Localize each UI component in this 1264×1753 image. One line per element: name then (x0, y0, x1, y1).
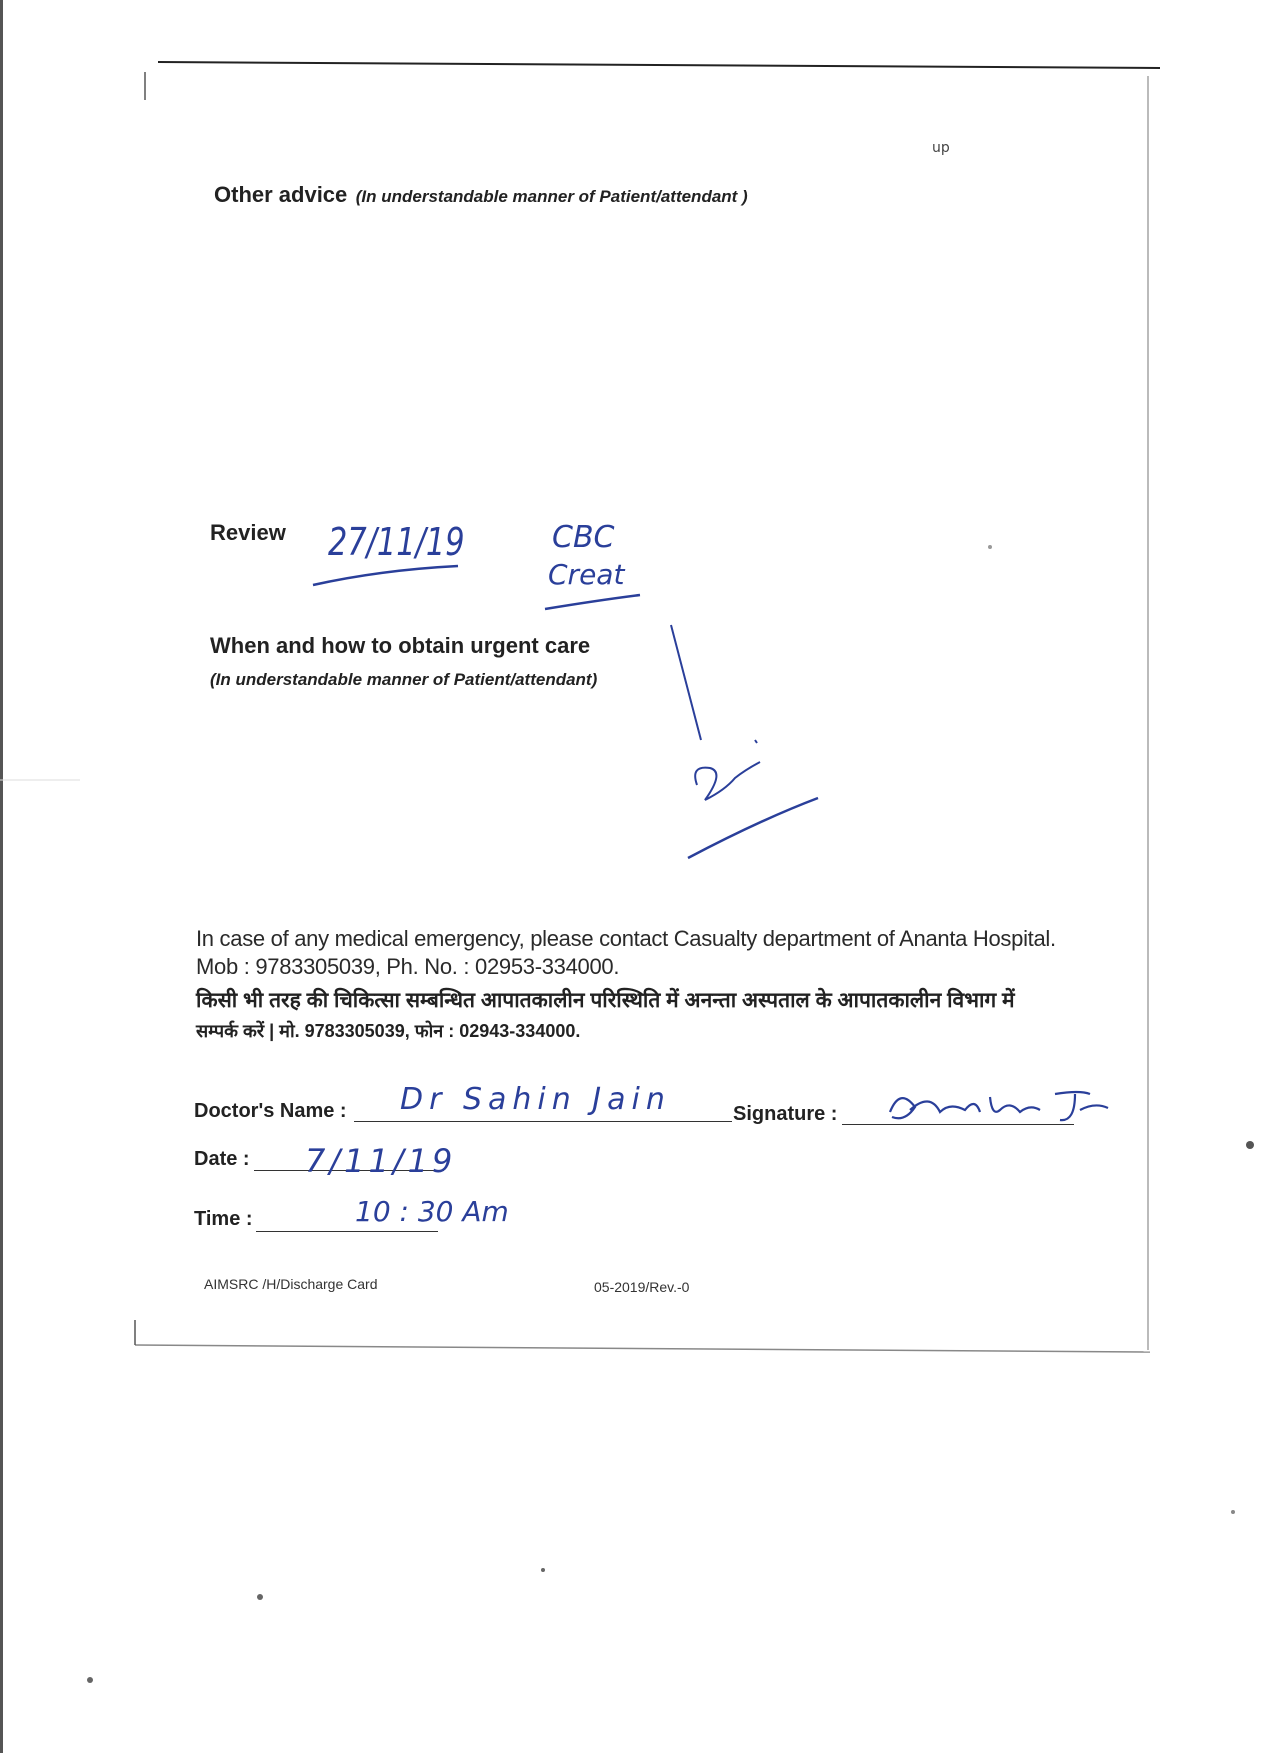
doctor-name-label: Doctor's Name : (194, 1100, 347, 1122)
form-id: AIMSRC /H/Discharge Card (204, 1276, 378, 1292)
emergency-line-2: Mob : 9783305039, Ph. No. : 02953-334000. (196, 954, 620, 979)
corner-mark: up (932, 140, 950, 156)
other-advice-heading: Other advice (214, 182, 348, 207)
review-date: 27/11/19 (328, 520, 465, 564)
doctor-signature (880, 1082, 1110, 1132)
scan-speck (1231, 1510, 1235, 1514)
handwritten-initials (695, 740, 760, 800)
emergency-line-1: In case of any medical emergency, please contact Casualty department of Ananta Hospital. (196, 926, 1056, 951)
emergency-line-3-hindi: किसी भी तरह की चिकित्सा सम्बन्धित आपातकालीन परिस्थिति में अनन्ता अस्पताल के आपातकालीन विभाग में (196, 989, 1015, 1012)
review-label: Review (210, 520, 286, 545)
urgent-care-note: (In understandable manner of Patient/attendant) (210, 670, 598, 689)
initials-underline (688, 798, 818, 858)
doctor-name-value: Dr Sahin Jain (400, 1082, 671, 1117)
time-line (256, 1231, 438, 1232)
emergency-line-4-hindi: सम्पर्क करें | मो. 9783305039, फोन : 02943-334000. (196, 1021, 581, 1041)
other-advice-note: (In understandable manner of Patient/attendant ) (355, 187, 748, 206)
scan-speck (541, 1568, 545, 1572)
review-test-cbc: CBC (552, 520, 615, 555)
review-date-underline (313, 566, 458, 585)
pointer-stroke (671, 625, 701, 740)
review-tests-underline (545, 595, 640, 609)
scan-speck (988, 545, 992, 549)
date-value: 7/11/19 (305, 1142, 457, 1180)
paper-top-edge (158, 62, 1160, 68)
form-revision: 05-2019/Rev.-0 (594, 1279, 690, 1295)
scan-speck (1246, 1141, 1254, 1149)
doctor-name-line (354, 1121, 732, 1122)
scan-speck (257, 1594, 263, 1600)
signature-label: Signature : (733, 1103, 838, 1125)
left-scan-edge (0, 0, 3, 1753)
date-label: Date : (194, 1148, 250, 1170)
scan-speck (87, 1677, 93, 1683)
time-label: Time : (194, 1208, 253, 1230)
urgent-care-heading: When and how to obtain urgent care (210, 633, 591, 658)
review-test-creat: Creat (548, 558, 625, 591)
paper-bottom-edge (135, 1345, 1150, 1352)
other-advice-section (214, 182, 748, 208)
time-value: 10 : 30 Am (355, 1195, 509, 1228)
